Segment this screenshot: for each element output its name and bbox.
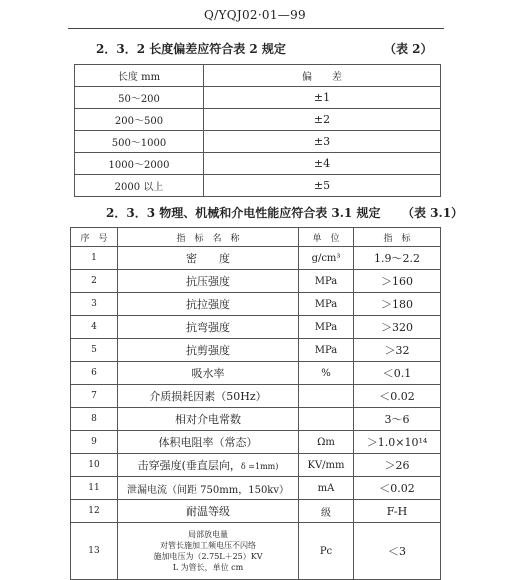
length-cell: 50～200 — [75, 87, 204, 109]
property-name: 抗弯强度 — [118, 316, 299, 339]
table-row — [75, 153, 441, 175]
table-row — [71, 408, 441, 431]
property-unit: 级 — [299, 500, 354, 523]
property-name — [118, 523, 299, 580]
property-value: ＞320 — [354, 316, 441, 339]
table-row — [75, 109, 441, 131]
deviation-cell: ±1 — [204, 87, 441, 109]
property-value: ＜0.1 — [354, 362, 441, 385]
table-row — [71, 339, 441, 362]
row-number: 3 — [71, 293, 118, 316]
property-name: 相对介电常数 — [118, 408, 299, 431]
table-row — [71, 431, 441, 454]
property-name: 体积电阻率（常态） — [118, 431, 299, 454]
column-header-name: 指 标 名 称 — [118, 228, 299, 247]
property-name-main: 击穿强度(垂直层向， — [137, 459, 241, 472]
column-header-deviation: 偏 差 — [204, 65, 441, 87]
row-number: 4 — [71, 316, 118, 339]
row-number: 2 — [71, 270, 118, 293]
property-unit — [299, 408, 354, 431]
property-unit — [299, 385, 354, 408]
property-name: 抗剪强度 — [118, 339, 299, 362]
property-name-line: 施加电压为（2.75L＋25）KV — [153, 552, 263, 561]
property-name: 吸水率 — [118, 362, 299, 385]
row-number: 13 — [71, 523, 118, 580]
table-row — [71, 454, 441, 477]
length-cell: 1000～2000 — [75, 153, 204, 175]
property-unit: MPa — [299, 339, 354, 362]
row-number: 5 — [71, 339, 118, 362]
header-rule — [68, 28, 444, 29]
length-cell: 2000 以上 — [75, 175, 204, 197]
table-row — [75, 87, 441, 109]
table-row — [71, 523, 441, 580]
column-header-value: 指 标 — [354, 228, 441, 247]
table-row — [75, 131, 441, 153]
property-name: 抗拉强度 — [118, 293, 299, 316]
property-unit: MPa — [299, 293, 354, 316]
property-name-line: 局部放电量 — [188, 530, 228, 539]
table-3-1-tag: （表 3.1） — [402, 206, 464, 220]
section-2-3-2-heading: 2．3．2 长度偏差应符合表 2 规定 — [96, 42, 286, 56]
table-row — [71, 293, 441, 316]
row-number: 7 — [71, 385, 118, 408]
property-value: ＜0.02 — [354, 477, 441, 500]
row-number: 8 — [71, 408, 118, 431]
table-row — [71, 270, 441, 293]
property-name — [118, 454, 299, 477]
property-unit: % — [299, 362, 354, 385]
column-header-unit: 单 位 — [299, 228, 354, 247]
property-name: 介质损耗因素（50Hz） — [118, 385, 299, 408]
row-number: 6 — [71, 362, 118, 385]
table-row — [71, 385, 441, 408]
property-name-line: 对管长施加工频电压不闪络 — [160, 541, 256, 550]
table-row — [71, 316, 441, 339]
properties-table — [70, 227, 441, 580]
row-number: 11 — [71, 477, 118, 500]
deviation-cell: ±5 — [204, 175, 441, 197]
property-unit: KV/mm — [299, 454, 354, 477]
deviation-cell: ±2 — [204, 109, 441, 131]
property-unit: g/cm³ — [299, 247, 354, 270]
row-number: 1 — [71, 247, 118, 270]
column-header-no: 序 号 — [71, 228, 118, 247]
table-row — [75, 175, 441, 197]
table-row — [71, 362, 441, 385]
table-row — [71, 477, 441, 500]
property-unit: mA — [299, 477, 354, 500]
table-row — [71, 247, 441, 270]
deviation-cell: ±3 — [204, 131, 441, 153]
property-value: ＞32 — [354, 339, 441, 362]
row-number: 10 — [71, 454, 118, 477]
document-code-header: Q/YQJ02·01—99 — [204, 8, 306, 22]
property-value: ＜0.02 — [354, 385, 441, 408]
section-2-3-3-heading: 2．3．3 物理、机械和介电性能应符合表 3.1 规定 — [106, 206, 381, 220]
length-cell: 200～500 — [75, 109, 204, 131]
row-number: 9 — [71, 431, 118, 454]
property-value: 1.9～2.2 — [354, 247, 441, 270]
property-name: 密 度 — [118, 247, 299, 270]
property-unit: MPa — [299, 270, 354, 293]
property-value: ＞1.0×10¹⁴ — [354, 431, 441, 454]
property-unit: MPa — [299, 316, 354, 339]
deviation-cell: ±4 — [204, 153, 441, 175]
property-name: 抗压强度 — [118, 270, 299, 293]
property-value: 3～6 — [354, 408, 441, 431]
property-name-note: δ =1mm) — [240, 462, 279, 471]
length-deviation-table — [74, 64, 441, 197]
table-header-row — [71, 228, 441, 247]
property-value: ＜3 — [354, 523, 441, 580]
property-value: ＞180 — [354, 293, 441, 316]
property-unit: Pc — [299, 523, 354, 580]
length-cell: 500～1000 — [75, 131, 204, 153]
property-name-line: L 为管长，单位 cm — [172, 563, 244, 572]
table-2-tag: （表 2） — [384, 42, 433, 56]
property-value: ＞160 — [354, 270, 441, 293]
column-header-length: 长度 mm — [75, 65, 204, 87]
row-number: 12 — [71, 500, 118, 523]
table-header-row — [75, 65, 441, 87]
property-name: 泄漏电流（间距 750mm，150kv） — [118, 477, 299, 500]
table-row — [71, 500, 441, 523]
property-value: F-H — [354, 500, 441, 523]
property-name: 耐温等级 — [118, 500, 299, 523]
property-unit: Ωm — [299, 431, 354, 454]
property-value: ＞26 — [354, 454, 441, 477]
